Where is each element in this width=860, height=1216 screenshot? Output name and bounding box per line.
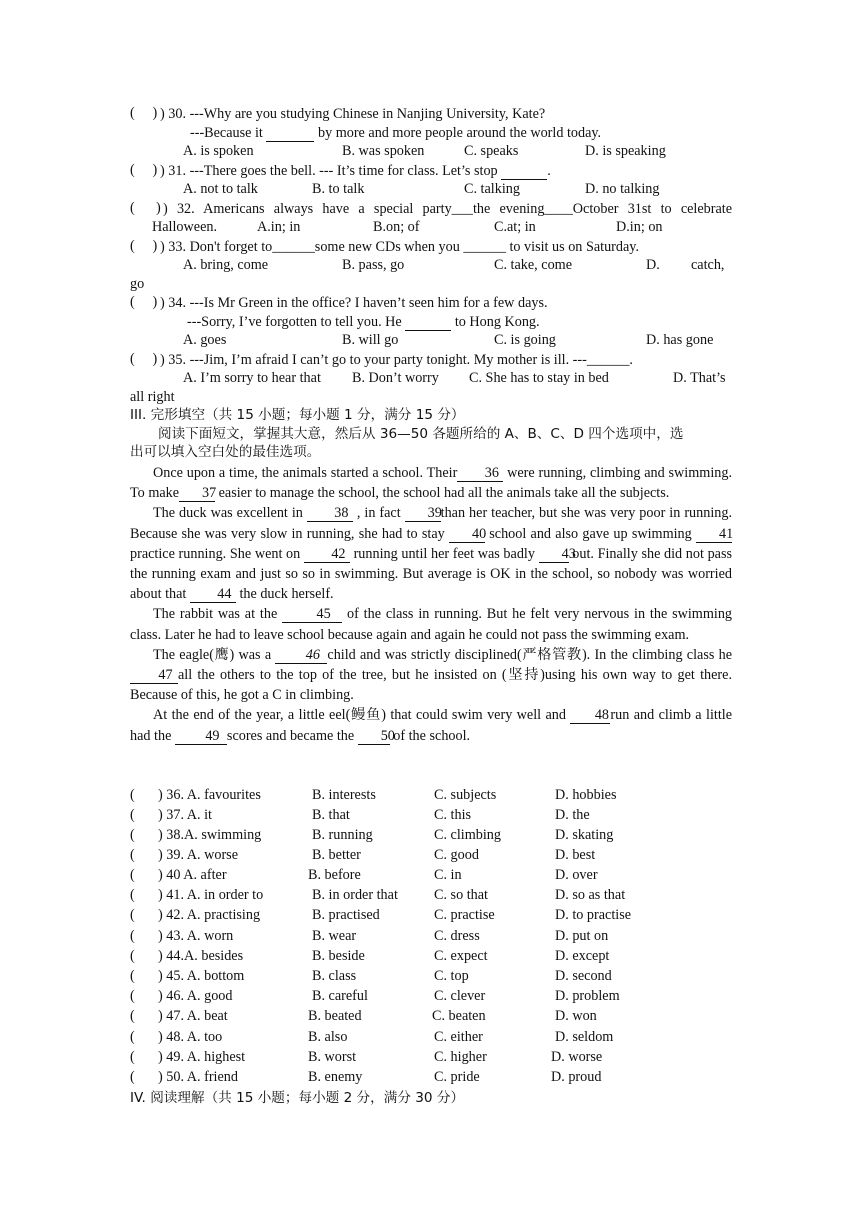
section-instructions: 阅读下面短文，掌握其大意，然后从 36—50 各题所给的 A、B、C、D 四个选项中，选 xyxy=(158,426,684,442)
option-d: D. to practise xyxy=(555,907,632,923)
option-a: ) 45. A. bottom xyxy=(158,968,245,984)
section-instructions-cont: 出可以填入空白处的最佳选项。 xyxy=(130,444,321,460)
option-a: ) 47. A. beat xyxy=(158,1008,228,1024)
answer-paren[interactable]: ( xyxy=(130,807,135,823)
option-c: C. higher xyxy=(434,1049,487,1065)
answer-paren[interactable]: ( ) xyxy=(130,105,158,121)
option-b: B. beside xyxy=(312,948,365,964)
option-d: D. so as that xyxy=(555,887,626,903)
option-b: B. better xyxy=(312,847,361,863)
option-d: D. put on xyxy=(555,928,609,944)
option-b: B. class xyxy=(312,968,357,984)
option-d: D. skating xyxy=(555,827,614,843)
option-c: C. clever xyxy=(434,988,486,1004)
answer-paren[interactable]: ( xyxy=(130,1029,135,1045)
option-d: D. worse xyxy=(551,1049,603,1065)
option-a: ) 48. A. too xyxy=(158,1029,223,1045)
option-c: C. either xyxy=(434,1029,483,1045)
option-a: A. not to talk xyxy=(183,181,258,197)
paragraph-5: At the end of the year, a little eel(鳗鱼) that could swim very well and 48run and climb a little had the 49 scores and became the 50 of the school. xyxy=(130,707,733,744)
question-31: ) 31. ---There goes the bell. --- It’s time for class. Let’s stop . xyxy=(160,163,551,179)
option-a: A. bring, come xyxy=(183,257,269,273)
option-c: C. dress xyxy=(434,928,480,944)
option-d: D. no talking xyxy=(585,181,660,197)
option-b: B. to talk xyxy=(312,181,365,197)
option-b: B. that xyxy=(312,807,350,823)
question-30-line2: ---Because it by more and more people around the world today. xyxy=(190,125,602,141)
option-a: ) 43. A. worn xyxy=(158,928,234,944)
option-d: D. is speaking xyxy=(585,143,666,159)
answer-paren[interactable]: ( ) xyxy=(130,200,161,216)
option-d-text: catch, xyxy=(691,257,725,273)
answer-paren[interactable]: ( xyxy=(130,988,135,1004)
option-a: A. I’m sorry to hear that xyxy=(183,370,321,386)
paragraph-3: The rabbit was at the 45 of the class in running. But he felt very nervous in the swimming class. Later he had to leave school because again and again he could not pass the swimming exam. xyxy=(130,606,733,643)
option-c: C. practise xyxy=(434,907,495,923)
answer-paren[interactable]: ( xyxy=(130,928,135,944)
answer-paren[interactable]: ( ) xyxy=(130,162,158,178)
option-d: D. xyxy=(646,257,660,273)
option-d: D.in; on xyxy=(616,219,663,235)
option-b: B.on; of xyxy=(373,219,420,235)
question-30: ) 30. ---Why are you studying Chinese in Nanjing University, Kate? xyxy=(160,106,546,122)
question-32: ) 32. Americans always have a special party___the evening____October 31st to celebrate xyxy=(163,201,733,217)
option-d: D. best xyxy=(555,847,596,863)
answer-paren[interactable]: ( xyxy=(130,847,135,863)
option-c: C. expect xyxy=(434,948,488,964)
option-b: B. was spoken xyxy=(342,143,425,159)
answer-paren[interactable]: ( xyxy=(130,1049,135,1065)
answer-paren[interactable]: ( ) xyxy=(130,238,158,254)
option-a: ) 42. A. practising xyxy=(158,907,261,923)
answer-paren[interactable]: ( xyxy=(130,948,135,964)
option-b: B. before xyxy=(308,867,361,883)
option-b: B. will go xyxy=(342,332,399,348)
option-c: C. so that xyxy=(434,887,488,903)
option-d: D. hobbies xyxy=(555,787,617,803)
option-c: C. is going xyxy=(494,332,556,348)
option-a: ) 39. A. worse xyxy=(158,847,238,863)
option-a: A.in; in xyxy=(257,219,301,235)
answer-paren[interactable]: ( ) xyxy=(130,294,158,310)
option-a: ) 38.A. swimming xyxy=(158,827,262,843)
option-c: C. good xyxy=(434,847,479,863)
question-32-cont: Halloween. xyxy=(152,219,218,235)
option-b: B. running xyxy=(312,827,373,843)
option-a: A. is spoken xyxy=(183,143,254,159)
option-a: ) 50. A. friend xyxy=(158,1069,238,1085)
option-a: ) 40 A. after xyxy=(158,867,227,883)
option-c: C. talking xyxy=(464,181,520,197)
answer-paren[interactable]: ( xyxy=(130,787,135,803)
answer-paren[interactable]: ( xyxy=(130,1008,135,1024)
option-c: C. speaks xyxy=(464,143,519,159)
option-a: ) 44.A. besides xyxy=(158,948,244,964)
option-b: B. also xyxy=(308,1029,348,1045)
option-d-cont: go xyxy=(130,276,145,292)
option-d: D. over xyxy=(555,867,598,883)
option-b: B. wear xyxy=(312,928,357,944)
option-d: D. proud xyxy=(551,1069,602,1085)
option-c: C. in xyxy=(434,867,462,883)
option-d: D. seldom xyxy=(555,1029,614,1045)
option-c: C. take, come xyxy=(494,257,573,273)
option-a: ) 49. A. highest xyxy=(158,1049,246,1065)
option-c: C. subjects xyxy=(434,787,497,803)
option-c: C.at; in xyxy=(494,219,536,235)
paragraph-1: Once upon a time, the animals started a school. Their 36 were running, climbing and swimming. To make 37 easier to manage the school, the school had all the animals take all the subjects. xyxy=(130,465,732,502)
option-c: C. top xyxy=(434,968,469,984)
option-d: D. second xyxy=(555,968,612,984)
option-a: A. goes xyxy=(183,332,227,348)
question-34: ) 34. ---Is Mr Green in the office? I haven’t seen him for a few days. xyxy=(160,295,548,311)
option-b: B. worst xyxy=(308,1049,357,1065)
cloze-passage xyxy=(130,463,732,746)
option-d: D. problem xyxy=(555,988,620,1004)
option-a: ) 46. A. good xyxy=(158,988,233,1004)
option-c: C. climbing xyxy=(434,827,501,843)
question-33: ) 33. Don't forget to______some new CDs when you ______ to visit us on Saturday. xyxy=(160,239,639,255)
section-title-reading: IV. 阅读理解（共 15 小题；每小题 2 分，满分 30 分） xyxy=(130,1090,465,1106)
section-title-cloze: III. 完形填空（共 15 小题；每小题 1 分，满分 15 分） xyxy=(130,407,465,423)
option-c: C. this xyxy=(434,807,472,823)
option-b: B. pass, go xyxy=(342,257,405,273)
option-b: B. practised xyxy=(312,907,380,923)
answer-paren[interactable]: ( xyxy=(130,1069,135,1085)
option-d: D. has gone xyxy=(646,332,714,348)
answer-paren[interactable]: ( xyxy=(130,907,135,923)
option-b: B. careful xyxy=(312,988,368,1004)
option-a: ) 36. A. favourites xyxy=(158,787,261,803)
answer-paren[interactable]: ( ) xyxy=(130,351,158,367)
option-a: ) 37. A. it xyxy=(158,807,212,823)
option-b: B. Don’t worry xyxy=(352,370,439,386)
answer-paren[interactable]: ( xyxy=(130,887,135,903)
option-d-cont: all right xyxy=(130,389,175,405)
option-d: D. won xyxy=(555,1008,597,1024)
question-34-line2: ---Sorry, I’ve forgotten to tell you. He to Hong Kong. xyxy=(187,314,540,330)
option-b: B. enemy xyxy=(308,1069,363,1085)
question-35: ) 35. ---Jim, I’m afraid I can’t go to your party tonight. My mother is ill. ---______. xyxy=(160,352,633,368)
paragraph-2: The duck was excellent in 38 , in fact 39than her teacher, but she was very poor in running. Because she was very slow in running, she had to stay 40 school and also gave up swimming 41 practice running. She went on 42 running until her feet was badly 43 out. Finally she did not pass the running exam and just so so in swimming. But average is OK in the school, so nobody was worried about that 44 the duck herself. xyxy=(130,505,734,603)
option-d: D. That’s xyxy=(673,370,726,386)
option-c: C. pride xyxy=(434,1069,480,1085)
paragraph-4: The eagle(鹰) was a 46 child and was strictly disciplined(严格管教). In the climbing class he 47 all the others to the top of the tree, but he insisted on (坚持)using his own way to get there. Because of this, he got a C in climbing. xyxy=(130,646,733,704)
option-d: D. except xyxy=(555,948,610,964)
option-b: B. in order that xyxy=(312,887,398,903)
answer-paren[interactable]: ( xyxy=(130,827,135,843)
answer-paren[interactable]: ( xyxy=(130,867,135,883)
option-b: B. beated xyxy=(308,1008,362,1024)
option-d: D. the xyxy=(555,807,590,823)
option-c: C. She has to stay in bed xyxy=(469,370,609,386)
option-a: ) 41. A. in order to xyxy=(158,887,264,903)
answer-paren[interactable]: ( xyxy=(130,968,135,984)
option-c: C. beaten xyxy=(432,1008,486,1024)
option-b: B. interests xyxy=(312,787,376,803)
